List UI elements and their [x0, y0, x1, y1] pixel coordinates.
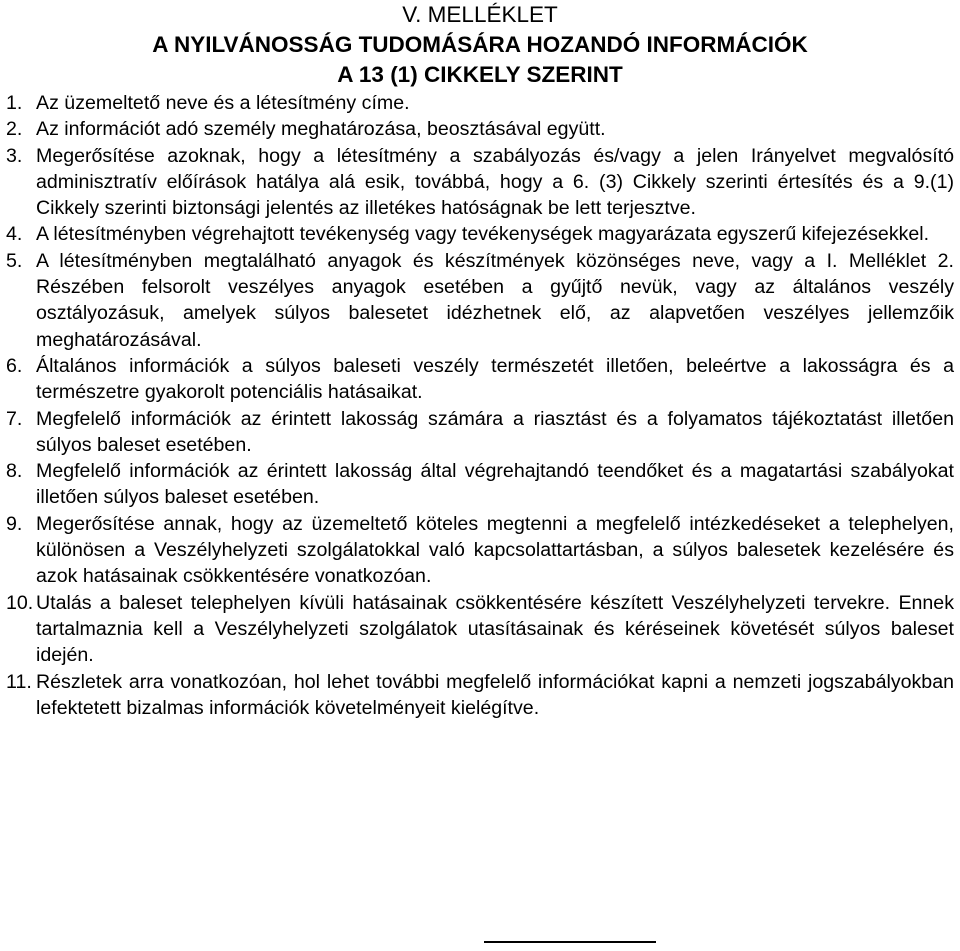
item-number: 9.	[6, 512, 23, 535]
list-item	[0, 511, 960, 590]
item-text: Általános információk a súlyos baleseti veszély természetét illetően, beleértve a lakosságra és a természetre gyakorolt potenciális hatásaikat.	[36, 354, 954, 404]
item-text: Megfelelő információk az érintett lakosság által végrehajtandó teendőket és a magatartási szabályokat illetően súlyos baleset esetében.	[36, 460, 954, 509]
document-subtitle: A 13 (1) CIKKELY SZERINT	[337, 62, 623, 87]
item-text: Részletek arra vonatkozóan, hol lehet további megfelelő információkat kapni a nemzeti jogszabályokban lefektetett bizalmas információk követelményeit kielégítve.	[36, 670, 954, 719]
item-text: Megerősítése annak, hogy az üzemeltető köteles megtenni a megfelelő intézkedéseket a telephelyen, különösen a Veszélyhelyzeti szolgálatokkal való kapcsolattartásban, a súlyos balesetek kezelésére és azok hatásainak csökkentésére vonatkozóan.	[36, 512, 954, 588]
item-number: 11.	[6, 670, 32, 693]
item-number: 7.	[6, 407, 23, 430]
list-item	[0, 90, 960, 116]
item-text: Az üzemeltető neve és a létesítmény címe.	[36, 92, 410, 114]
footer-rule	[484, 941, 656, 943]
item-text: A létesítményben végrehajtott tevékenység vagy tevékenységek magyarázata egyszerű kifejezésekkel.	[36, 223, 930, 246]
list-item	[0, 406, 960, 459]
item-number: 8.	[6, 460, 23, 483]
list-item	[0, 116, 960, 142]
list-item	[0, 590, 960, 669]
item-text: Utalás a baleset telephelyen kívüli hatásainak csökkentésére készített Veszélyhelyzeti tervekre. Ennek tartalmaznia kell a Veszélyhelyzeti szolgálatok utasításainak és kéréseinek követését súlyos baleset idején.	[36, 591, 954, 667]
item-number: 4.	[6, 223, 23, 246]
item-number: 1.	[6, 92, 23, 114]
item-text: Megfelelő információk az érintett lakosság számára a riasztást és a folyamatos tájékoztatást illetően súlyos baleset esetében.	[36, 407, 954, 456]
item-text: A létesítményben megtalálható anyagok és készítmények közönséges neve, vagy a I. Melléklet 2. Részében felsorolt veszélyes anyagok esetében a gyűjtő nevük, vagy az általános veszély osztályozásuk, amelyek súlyos balesetet idézhetnek elő, az alapvetően veszélyes jellemzőik meghatározásával.	[36, 249, 954, 351]
item-text: Megerősítése azoknak, hogy a létesítmény a szabályozás és/vagy a jelen Irányelvet megvalósító adminisztratív előírások hatálya alá esik, továbbá, hogy a 6. (3) Cikkely szerinti értesítés és a 9.(1) Cikkely szerinti biztonsági jelentés az illetékes hatóságnak be lett terjesztve.	[36, 144, 954, 220]
list-item	[0, 143, 960, 222]
annex-label: V. MELLÉKLET	[402, 2, 558, 27]
item-number: 2.	[6, 118, 23, 141]
list-item	[0, 353, 960, 406]
numbered-list	[0, 90, 960, 721]
list-item	[0, 248, 960, 353]
list-item	[0, 458, 960, 511]
list-item	[0, 669, 960, 722]
item-number: 3.	[6, 144, 23, 167]
document-title: A NYILVÁNOSSÁG TUDOMÁSÁRA HOZANDÓ INFORMÁCIÓK	[152, 32, 808, 57]
item-number: 6.	[6, 354, 23, 377]
item-number: 5.	[6, 249, 23, 272]
list-item	[0, 221, 960, 247]
item-text: Az információt adó személy meghatározása, beosztásával együtt.	[36, 118, 606, 141]
item-number: 10.	[6, 591, 34, 614]
